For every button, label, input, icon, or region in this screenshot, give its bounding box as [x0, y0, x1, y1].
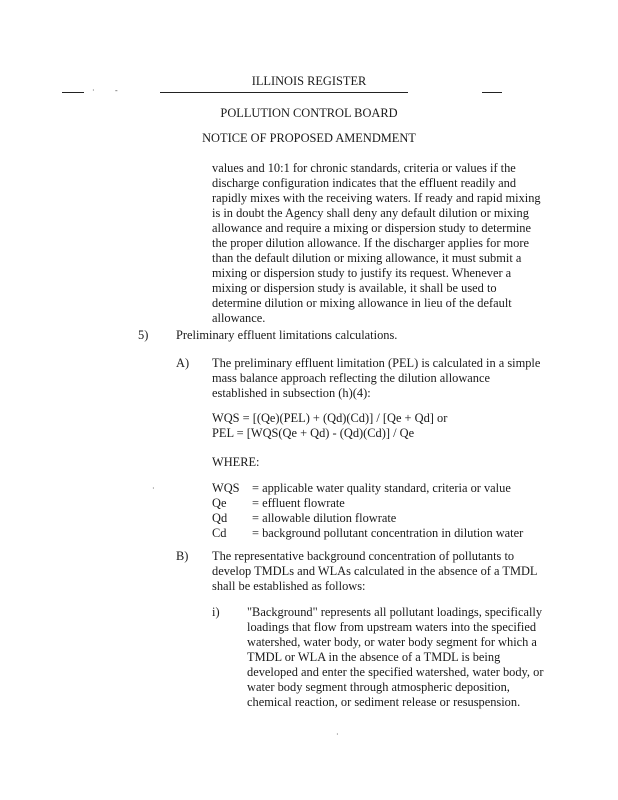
intro-line: is in doubt the Agency shall deny any default dilution or mixing: [212, 206, 529, 220]
subsection-a-line: The preliminary effluent limitation (PEL) is calculated in a simple: [212, 356, 541, 370]
definition-key: WQS: [212, 481, 240, 495]
subsection-i-line: chemical reaction, or sediment release or resuspension.: [247, 695, 521, 709]
subsection-i-text: [247, 605, 567, 710]
definition-value: = applicable water quality standard, criteria or value: [252, 481, 511, 495]
subsection-a-line: mass balance approach reflecting the dilution allowance: [212, 371, 490, 385]
where-label: WHERE:: [212, 455, 260, 469]
definition-key: Qd: [212, 511, 228, 525]
subsection-b-line: develop TMDLs and WLAs calculated in the absence of a TMDL: [212, 564, 538, 578]
header-center-rule: [160, 92, 408, 93]
subsection-a-label: A): [176, 356, 190, 370]
definition-value: = effluent flowrate: [252, 496, 345, 510]
intro-line: allowance.: [212, 311, 266, 325]
intro-line: than the default dilution or mixing allowance, it must submit a: [212, 251, 522, 265]
section-5-number: 5): [138, 328, 149, 342]
definition-wqs: [212, 481, 511, 496]
subsection-i-line: loadings that flow from upstream waters into the specified: [247, 620, 537, 634]
intro-line: discharge configuration indicates that the effluent readily and: [212, 176, 517, 190]
definition-qe: [212, 496, 345, 511]
register-title: ILLINOIS REGISTER: [251, 74, 367, 88]
definition-value: = allowable dilution flowrate: [252, 511, 397, 525]
intro-line: mixing or dispersion study to justify its request. Whenever a: [212, 266, 512, 280]
intro-line: allowance and require a mixing or dispersion study to determine: [212, 221, 531, 235]
definition-key: Cd: [212, 526, 227, 540]
footer-mark: ·: [336, 730, 339, 739]
notice-title: NOTICE OF PROPOSED AMENDMENT: [202, 131, 416, 145]
equation-wqs: WQS = [(Qe)(PEL) + (Qd)(Cd)] / [Qe + Qd] or: [212, 411, 448, 425]
subsection-b-text: [212, 549, 552, 594]
subsection-i-line: developed and enter the specified watershed, water body, or: [247, 665, 544, 679]
subsection-i-line: "Background" represents all pollutant loadings, specifically: [247, 605, 543, 619]
subsection-b-label: B): [176, 549, 189, 563]
equation-pel: PEL = [WQS(Qe + Qd) - (Qd)(Cd)] / Qe: [212, 426, 415, 440]
intro-line: mixing or dispersion study is available, it shall be used to: [212, 281, 497, 295]
subsection-a-text: [212, 356, 552, 401]
subsection-i-line: TMDL or WLA in the absence of a TMDL is being: [247, 650, 501, 664]
definition-value: = background pollutant concentration in dilution water: [252, 526, 524, 540]
subsection-i-line: water body segment through atmospheric deposition,: [247, 680, 510, 694]
intro-line: the proper dilution allowance. If the discharger applies for more: [212, 236, 529, 250]
intro-line: determine dilution or mixing allowance in lieu of the default: [212, 296, 512, 310]
intro-paragraph: [212, 161, 542, 326]
subsection-b-line: The representative background concentration of pollutants to: [212, 549, 515, 563]
subsection-a-line: established in subsection (h)(4):: [212, 386, 371, 400]
subsection-i-line: watershed, water body, or water body segment for which a: [247, 635, 537, 649]
definition-key: Qe: [212, 496, 227, 510]
definition-qd: [212, 511, 396, 526]
stray-mark: ·: [152, 484, 155, 493]
board-title: POLLUTION CONTROL BOARD: [220, 106, 398, 120]
header-left-mark: ·: [92, 86, 95, 95]
intro-line: values and 10:1 for chronic standards, criteria or values if the: [212, 161, 516, 175]
header-right-rule: [482, 92, 502, 93]
subsection-i-label: i): [212, 605, 220, 619]
section-5-title: Preliminary effluent limitations calculations.: [176, 328, 398, 342]
definition-cd: [212, 526, 523, 541]
subsection-b-line: shall be established as follows:: [212, 579, 366, 593]
header-left-rule: [62, 92, 84, 93]
intro-line: rapidly mixes with the receiving waters. If ready and rapid mixing: [212, 191, 541, 205]
header-left-mark-2: -: [115, 86, 118, 95]
